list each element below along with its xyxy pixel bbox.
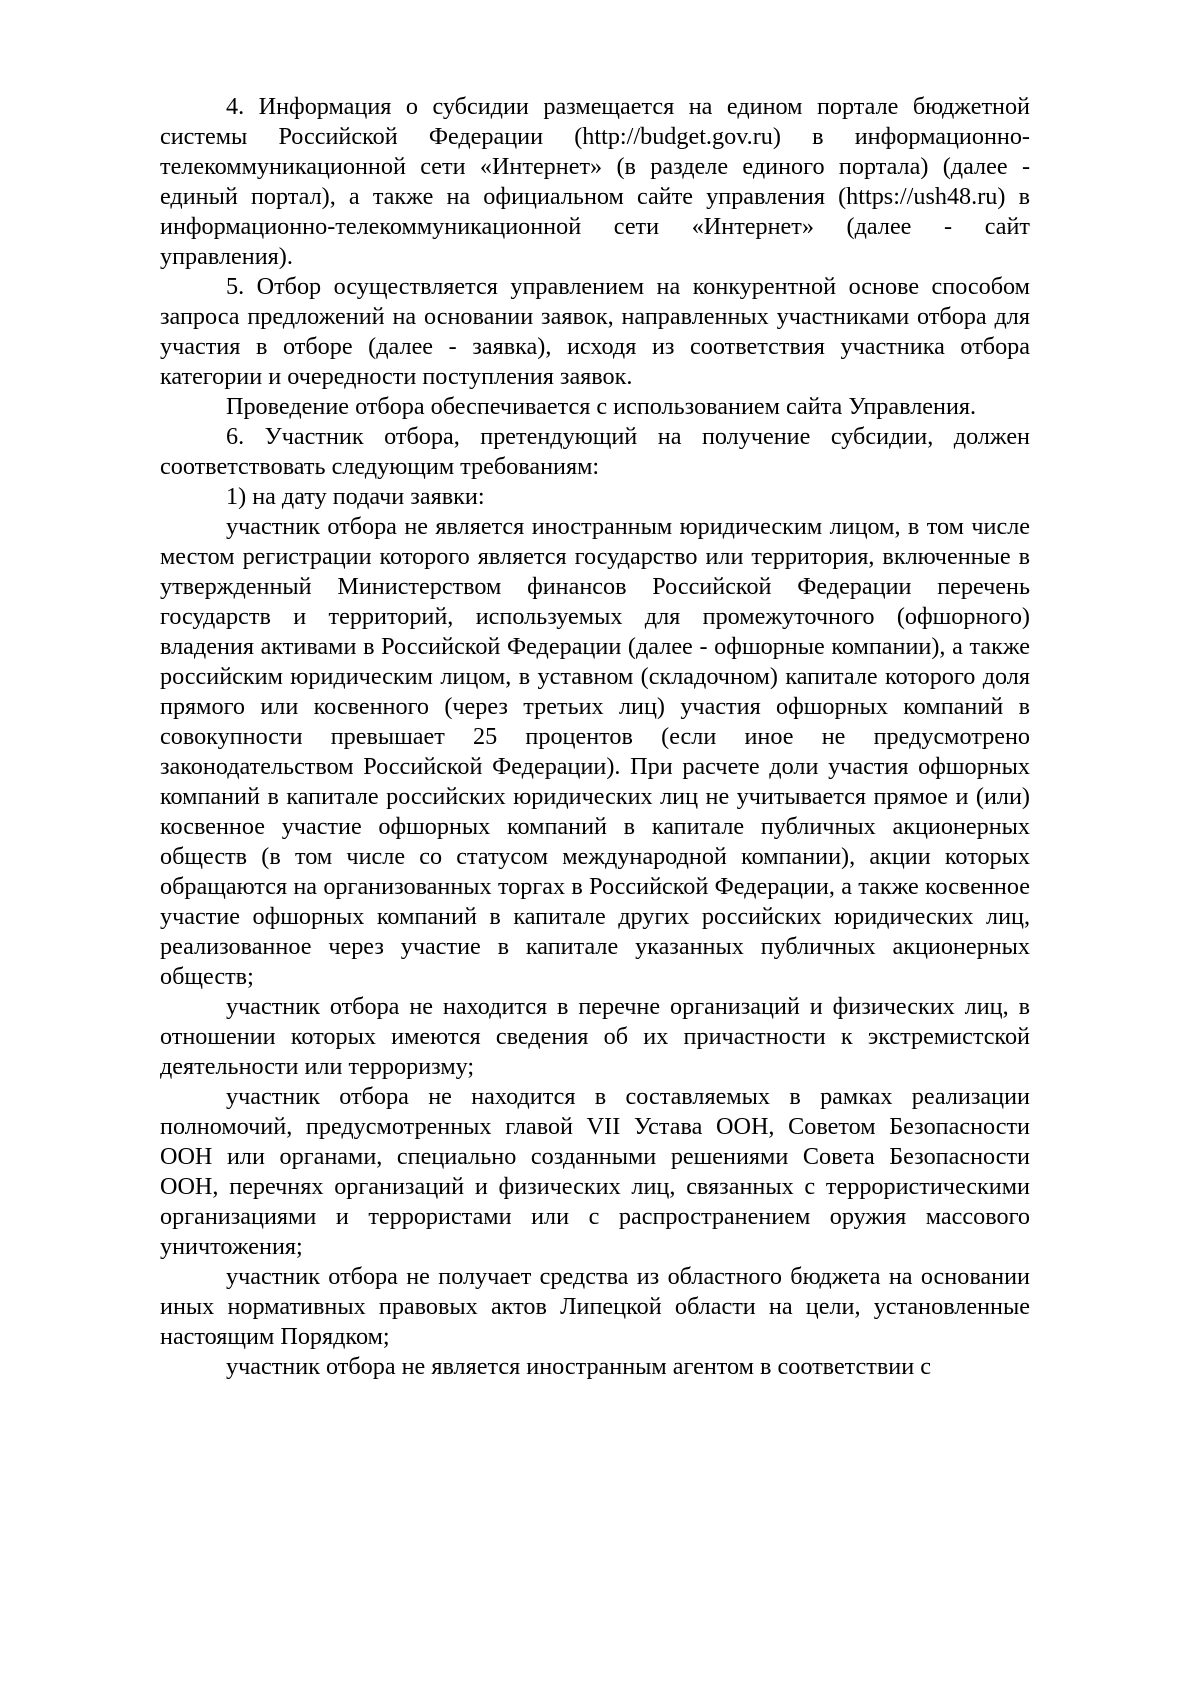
paragraph-4-subsidy-info: 4. Информация о субсидии размещается на едином портале бюджетной системы Российской Федерации (http://budget.gov.ru) в информационно-телекоммуникационной сети «Интернет» (в разделе единого портала) (далее - единый портал), а также на официальном сайте управления (https://ush48.ru) в информационно-телекоммуникационной сети «Интернет» (далее - сайт управления). [160, 93, 1030, 270]
paragraph-6-requirements: 6. Участник отбора, претендующий на получение субсидии, должен соответствовать следующим требованиям: [160, 423, 1030, 480]
paragraph-selection-conduct: Проведение отбора обеспечивается с использованием сайта Управления. [226, 393, 977, 420]
paragraph-requirement-1-date: 1) на дату подачи заявки: [226, 483, 485, 510]
paragraph-budget-funds-requirement: участник отбора не получает средства из областного бюджета на основании иных нормативных правовых актов Липецкой области на цели, установленные настоящим Порядком; [160, 1263, 1030, 1350]
paragraph-offshore-requirement: участник отбора не является иностранным юридическим лицом, в том числе местом регистрации которого является государство или территория, включенные в утвержденный Министерством финансов Российской Федерации перечень государств и территорий, используемых для промежуточного (офшорного) владения активами в Российской Федерации (далее - офшорные компании), а также российским юридическим лицом, в уставном (складочном) капитале которого доля прямого или косвенного (через третьих лиц) участия офшорных компаний в совокупности превышает 25 процентов (если иное не предусмотрено законодательством Российской Федерации). При расчете доли участия офшорных компаний в капитале российских юридических лиц не учитывается прямое и (или) косвенное участие офшорных компаний в капитале публичных акционерных обществ (в том числе со статусом международной компании), акции которых обращаются на организованных торгах в Российской Федерации, а также косвенное участие офшорных компаний в капитале других российских юридических лиц, реализованное через участие в капитале указанных публичных акционерных обществ; [160, 513, 1030, 990]
paragraph-un-sanctions-requirement: участник отбора не находится в составляемых в рамках реализации полномочий, предусмотренных главой VII Устава ООН, Советом Безопасности ООН или органами, специально созданными решениями Совета Безопасности ООН, перечнях организаций и физических лиц, связанных с террористическими организациями и террористами или с распространением оружия массового уничтожения; [160, 1083, 1030, 1260]
paragraph-extremism-requirement: участник отбора не находится в перечне организаций и физических лиц, в отношении которых имеются сведения об их причастности к экстремистской деятельности или терроризму; [160, 993, 1030, 1080]
paragraph-5-selection-method: 5. Отбор осуществляется управлением на конкурентной основе способом запроса предложений на основании заявок, направленных участниками отбора для участия в отборе (далее - заявка), исходя из соответствия участника отбора категории и очередности поступления заявок. [160, 273, 1030, 390]
paragraph-foreign-agent-requirement: участник отбора не является иностранным агентом в соответствии с [226, 1353, 931, 1380]
document-body [160, 92, 1030, 1382]
